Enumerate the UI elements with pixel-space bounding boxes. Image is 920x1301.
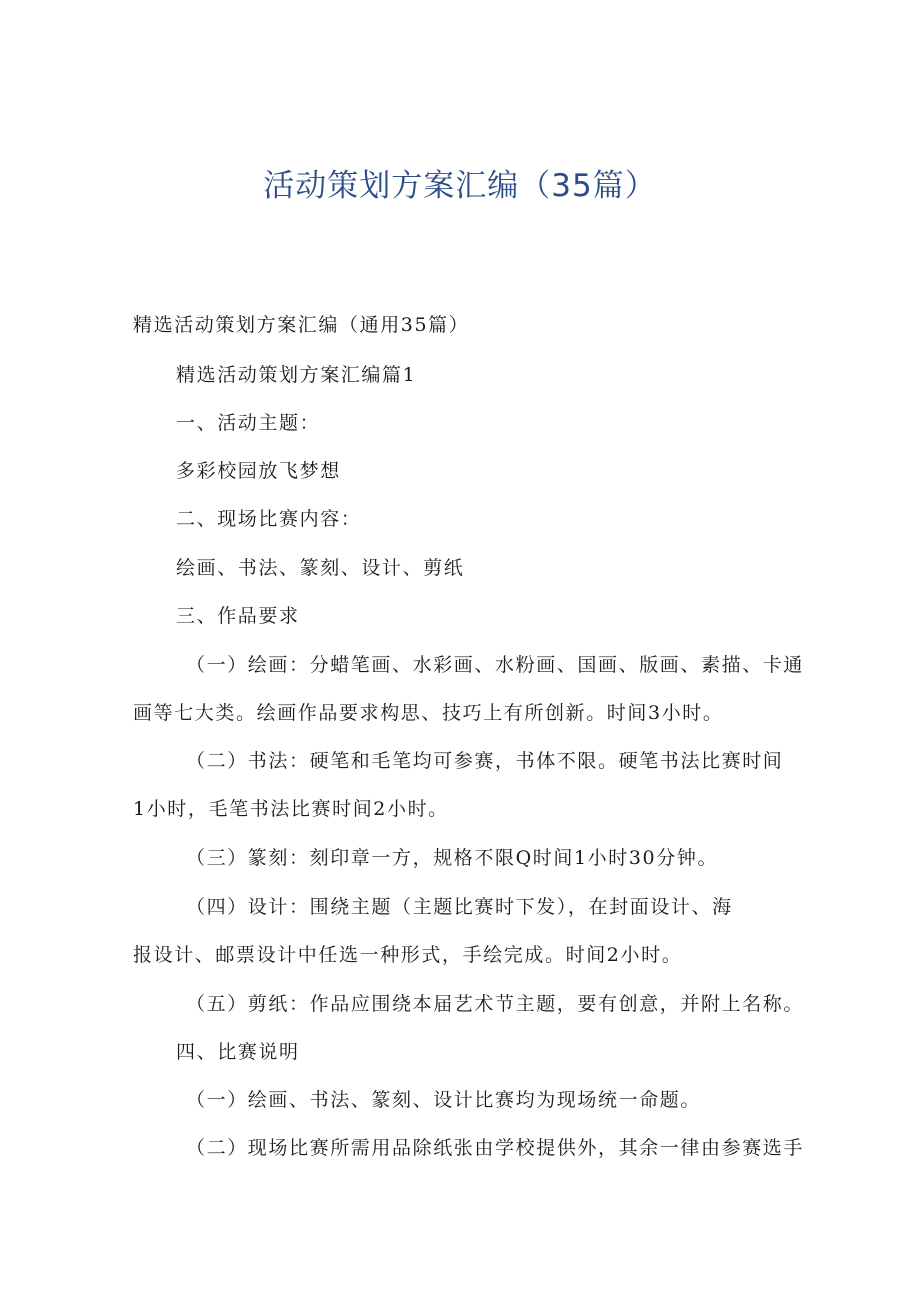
heading-work-requirements: 三、作品要求 <box>176 605 300 627</box>
paragraph-design-line-2: 报设计、邮票设计中任选一种形式，手绘完成。时间2小时。 <box>133 944 683 966</box>
paragraph-paper-cutting: （五）剪纸：作品应围绕本届艺术节主题，要有创意，并附上名称。 <box>186 993 805 1015</box>
document-title: 活动策划方案汇编（35篇） <box>263 168 657 204</box>
paragraph-seal-carving: （三）篆刻：刻印章一方，规格不限Q时间1小时30分钟。 <box>186 847 719 869</box>
paragraph-painting-line-1: （一）绘画：分蜡笔画、水彩画、水粉画、国画、版画、素描、卡通 <box>186 654 805 676</box>
paragraph-notes-2: （二）现场比赛所需用品除纸张由学校提供外，其余一律由参赛选手 <box>186 1137 805 1159</box>
paragraph-design-line-1: （四）设计：围绕主题（主题比赛时下发），在封面设计、海 <box>186 896 733 918</box>
paragraph-notes-1: （一）绘画、书法、篆刻、设计比赛均为现场统一命题。 <box>186 1089 702 1111</box>
paragraph-competition-items: 绘画、书法、篆刻、设计、剪纸 <box>176 557 465 579</box>
paragraph-painting-line-2: 画等七大类。绘画作品要求构思、技巧上有所创新。时间3小时。 <box>133 702 724 724</box>
paragraph-calligraphy-line-1: （二）书法：硬笔和毛笔均可参赛，书体不限。硬笔书法比赛时间 <box>186 750 784 772</box>
paragraph-calligraphy-line-2: 1小时，毛笔书法比赛时间2小时。 <box>133 798 449 820</box>
paragraph-theme-text: 多彩校园放飞梦想 <box>176 460 341 482</box>
heading-competition-content: 二、现场比赛内容： <box>176 508 362 530</box>
document-subtitle: 精选活动策划方案汇编（通用35篇） <box>133 314 470 336</box>
heading-competition-notes: 四、比赛说明 <box>176 1041 300 1063</box>
section-heading-part-1: 精选活动策划方案汇编篇1 <box>176 364 417 386</box>
heading-activity-theme: 一、活动主题： <box>176 412 321 434</box>
